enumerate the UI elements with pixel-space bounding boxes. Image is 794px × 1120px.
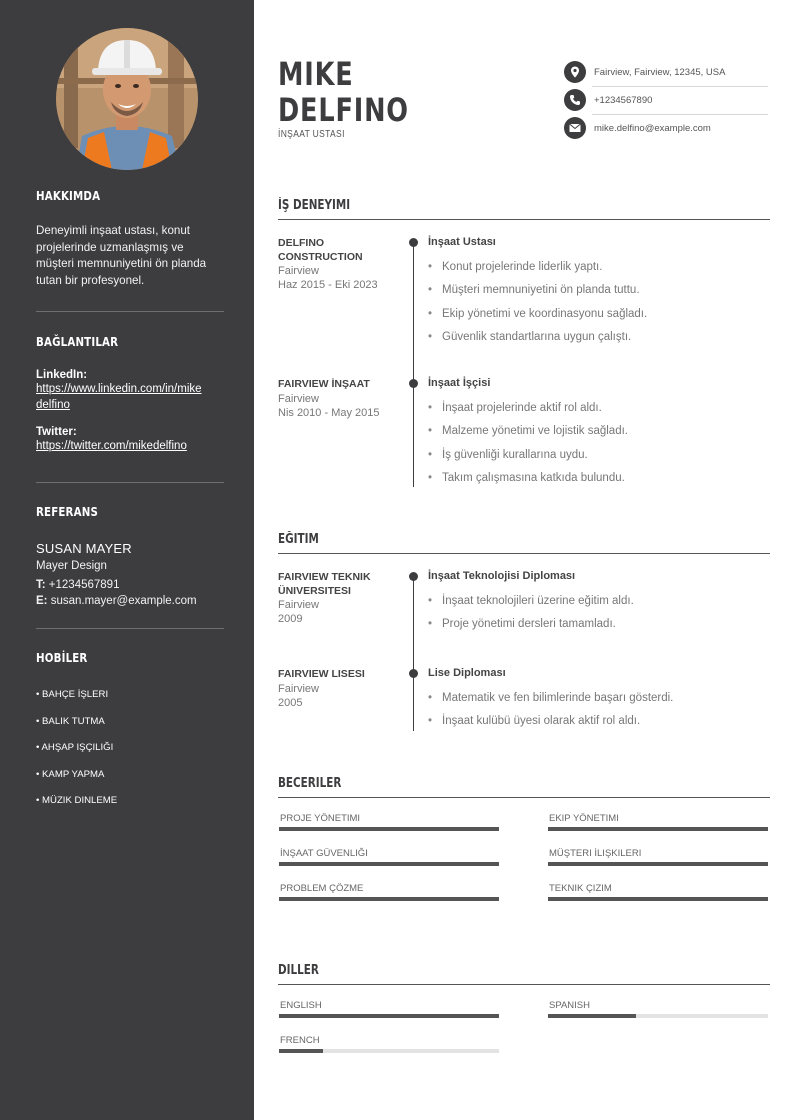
education-entry-meta: [278, 571, 398, 626]
skill-label: MÜŞTERI İLIŞKILERI: [549, 848, 642, 859]
twitter-label: Twitter:: [36, 426, 77, 438]
languages-heading: DILLER: [278, 963, 319, 978]
dates: Nis 2010 - May 2015: [278, 406, 380, 419]
skill-item: [279, 813, 499, 831]
language-label: ENGLISH: [280, 1000, 322, 1011]
linkedin-url-line2[interactable]: delfino: [36, 399, 70, 411]
twitter-link[interactable]: https://twitter.com/mikedelfino: [36, 440, 187, 452]
skills-heading: BECERILER: [278, 776, 342, 791]
linkedin-label: LinkedIn:: [36, 369, 88, 381]
dates: Haz 2015 - Eki 2023: [278, 279, 378, 291]
language-bar-fill: [279, 1014, 499, 1018]
phone-icon: [564, 89, 586, 111]
skill-bar: [279, 827, 499, 831]
experience-timeline: [413, 242, 414, 487]
phone-text: +1234567890: [594, 94, 653, 106]
hobbies-heading: HOBİLER: [36, 650, 88, 665]
timeline-dot: [409, 238, 418, 247]
divider: [36, 628, 224, 629]
organization: FAIRVIEW LISESI: [278, 668, 365, 680]
reference-phone: +1234567891: [48, 579, 120, 591]
skill-bar-fill: [279, 862, 499, 866]
list-item: • Matematik ve fen bilimlerinde başarı gösterdi.: [428, 687, 768, 710]
experience-entry-meta: [278, 378, 398, 420]
skill-bar-fill: [279, 827, 499, 831]
education-entry-details: [428, 570, 768, 637]
skill-label: TEKNIK ÇIZIM: [549, 883, 612, 894]
location: Fairview: [278, 599, 319, 611]
skill-item: [279, 848, 499, 866]
skill-item: [548, 813, 768, 831]
profile-photo: [56, 28, 198, 170]
degree-title: İnşaat Teknolojisi Diploması: [428, 570, 576, 582]
list-item: • İnşaat projelerinde aktif rol aldı.: [428, 397, 768, 420]
reference-email-label: E:: [36, 595, 48, 607]
language-bar: [279, 1049, 499, 1053]
reference-phone-label: T:: [36, 579, 46, 591]
organization: FAIRVIEW İNŞAAT: [278, 378, 370, 390]
language-item: [279, 1000, 499, 1018]
role-title: İnşaat İşçisi: [428, 377, 491, 389]
experience-entry-details: [428, 236, 768, 349]
reference-email: susan.mayer@example.com: [50, 595, 197, 607]
divider: [36, 311, 224, 312]
contact-phone: [564, 86, 768, 114]
language-label: SPANISH: [549, 1000, 591, 1011]
contact-address: [564, 58, 768, 86]
main-content: [254, 0, 794, 1120]
experience-entry-meta: [278, 237, 398, 292]
reference-email-row: [36, 593, 224, 609]
about-text: Deneyimli inşaat ustası, konut projelerinde uzmanlaşmış ve müşteri memnuniyetini ön planda tutan bir profesyonel.: [36, 224, 207, 287]
skill-item: [548, 848, 768, 866]
reference-name: SUSAN MAYER: [36, 541, 132, 556]
address-text: Fairview, Fairview, 12345, USA: [594, 66, 726, 78]
list-item: • Müşteri memnuniyetini ön planda tuttu.: [428, 279, 768, 302]
hobby-item: • BALIK TUTMA: [36, 715, 105, 727]
hobbies-section: [36, 650, 224, 822]
education-heading: EĞITIM: [278, 532, 319, 547]
language-label: FRENCH: [280, 1035, 320, 1046]
sidebar: [0, 0, 254, 1120]
skill-bar: [279, 862, 499, 866]
experience-heading: İŞ DENEYIMI: [278, 198, 351, 213]
list-item: • Malzeme yönetimi ve lojistik sağladı.: [428, 420, 768, 443]
skill-bar: [548, 862, 768, 866]
skill-bar-fill: [548, 897, 768, 901]
divider: [278, 219, 770, 220]
list-item: • Proje yönetimi dersleri tamamladı.: [428, 613, 768, 636]
about-heading: HAKKIMDA: [36, 188, 101, 203]
organization: DELFINO CONSTRUCTION: [278, 237, 363, 263]
location: Fairview: [278, 265, 319, 277]
skill-bar-fill: [548, 862, 768, 866]
job-title: İNŞAAT USTASI: [278, 129, 345, 140]
list-item: • İş güvenliği kurallarına uydu.: [428, 444, 768, 467]
skill-label: PROBLEM ÇÖZME: [280, 883, 364, 894]
language-bar-fill: [279, 1049, 323, 1053]
skill-label: PROJE YÖNETIMI: [280, 813, 361, 824]
skill-bar: [548, 827, 768, 831]
skill-bar: [279, 897, 499, 901]
about-section: [36, 188, 224, 289]
language-item: [548, 1000, 768, 1018]
language-bar: [279, 1014, 499, 1018]
linkedin-url-line1[interactable]: https://www.linkedin.com/in/mike: [36, 383, 202, 395]
timeline-dot: [409, 572, 418, 581]
dates: 2005: [278, 696, 303, 709]
full-name: [278, 56, 409, 128]
skill-label: İNŞAAT GÜVENLIĞI: [280, 848, 368, 859]
education-entry-details: [428, 667, 768, 734]
list-item: • Konut projelerinde liderlik yaptı.: [428, 256, 768, 279]
skill-bar: [548, 897, 768, 901]
timeline-dot: [409, 669, 418, 678]
list-item: • Güvenlik standartlarına uygun çalıştı.: [428, 326, 768, 349]
language-item: [279, 1035, 499, 1053]
hobby-item: • MÜZIK DINLEME: [36, 795, 118, 806]
first-name: MIKE: [278, 55, 354, 93]
list-item: • İnşaat teknolojileri üzerine eğitim aldı.: [428, 590, 768, 613]
location: Fairview: [278, 392, 319, 405]
list-item: • İnşaat kulübü üyesi olarak aktif rol aldı.: [428, 710, 768, 733]
timeline-dot: [409, 379, 418, 388]
contact-email: [564, 114, 768, 142]
email-text: mike.delfino@example.com: [594, 122, 711, 134]
reference-heading: REFERANS: [36, 504, 98, 519]
divider: [278, 553, 770, 554]
divider: [36, 482, 224, 483]
list-item: • Ekip yönetimi ve koordinasyonu sağladı.: [428, 303, 768, 326]
location-pin-icon: [564, 61, 586, 83]
skill-bar-fill: [548, 827, 768, 831]
skill-item: [279, 883, 499, 901]
links-heading: BAĞLANTILAR: [36, 334, 119, 349]
hobby-item: • AHŞAP IŞÇILIĞI: [36, 742, 114, 753]
reference-company: Mayer Design: [36, 560, 107, 572]
hobby-item: • KAMP YAPMA: [36, 768, 105, 780]
hobby-item: • BAHÇE İŞLERI: [36, 689, 109, 700]
education-entry-meta: [278, 668, 398, 710]
role-title: İnşaat Ustası: [428, 236, 496, 248]
reference-phone-row: [36, 577, 224, 593]
dates: 2009: [278, 613, 303, 625]
skill-bar-fill: [279, 897, 499, 901]
experience-entry-details: [428, 377, 768, 490]
organization: FAIRVIEW TEKNIK ÜNIVERSITESI: [278, 571, 371, 597]
language-bar: [548, 1014, 768, 1018]
skill-item: [548, 883, 768, 901]
reference-section: [36, 504, 224, 609]
degree-title: Lise Diploması: [428, 667, 506, 679]
envelope-icon: [564, 117, 586, 139]
last-name: DELFINO: [278, 91, 409, 129]
list-item: • Takım çalışmasına katkıda bulundu.: [428, 467, 768, 490]
divider: [278, 797, 770, 798]
skill-label: EKIP YÖNETIMI: [549, 813, 619, 824]
education-timeline: [413, 576, 414, 731]
links-section: [36, 334, 224, 454]
language-bar-fill: [548, 1014, 636, 1018]
divider: [278, 984, 770, 985]
linkedin-link[interactable]: [36, 381, 224, 413]
location: Fairview: [278, 682, 319, 695]
